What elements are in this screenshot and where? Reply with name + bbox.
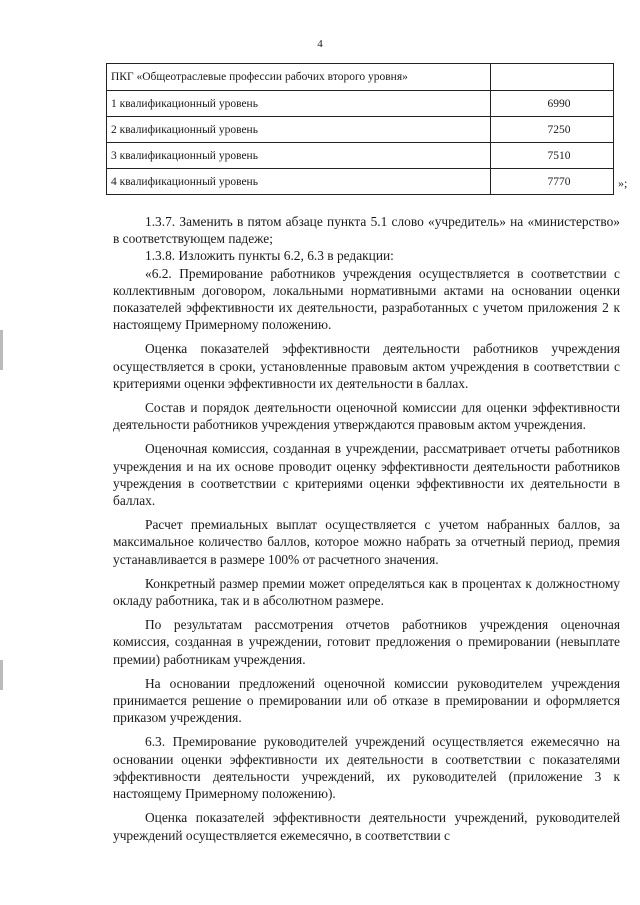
salary-cell: 6990 — [490, 91, 613, 117]
paragraph-bonus-amount: Конкретный размер премии может определяться как в процентах к должностному окладу работника, так и в абсолютном размере. — [113, 575, 620, 609]
level-cell: 3 квалификационный уровень — [107, 143, 491, 169]
paragraph-1-3-7: 1.3.7. Заменить в пятом абзаце пункта 5.1 слово «учредитель» на «министерство» в соответствующем падеже; — [113, 214, 620, 247]
paragraph-director-decision: На основании предложений оценочной комиссии руководителем учреждения принимается решение о премировании или об отказе в премировании и оформляется приказом учреждения. — [113, 675, 620, 726]
page-number: 4 — [317, 38, 323, 50]
table-header-row — [107, 64, 614, 91]
level-cell: 1 квалификационный уровень — [107, 91, 491, 117]
table-row — [107, 117, 614, 143]
paragraph-bonus-calculation: Расчет премиальных выплат осуществляется с учетом набранных баллов, за максимальное количество баллов, которое можно набрать за отчетный период, премия устанавливается в размере 100% от расчетного значения. — [113, 517, 620, 567]
paragraph-6-3: 6.3. Премирование руководителей учреждений осуществляется ежемесячно на основании оценки эффективности их деятельности в соответствии с показателями эффективности деятельности учреждений, их руководителей (приложение 3 к настоящему Примерному положению). — [113, 734, 620, 802]
salary-cell: 7510 — [490, 143, 613, 169]
table-header-cell: ПКГ «Общеотраслевые профессии рабочих второго уровня» — [107, 64, 491, 91]
salary-cell: 7770 — [490, 169, 613, 195]
level-cell: 4 квалификационный уровень — [107, 169, 491, 195]
paragraph-commission-composition: Состав и порядок деятельности оценочной комиссии для оценки эффективности деятельности работников учреждения утверждаются правовым актом учреждения. — [113, 400, 620, 433]
paragraph-assessment: Оценка показателей эффективности деятельности работников учреждения осуществляется в сроки, установленные правовым актом учреждения в соответствии с критериями оценки эффективности их деятельности в баллах. — [113, 341, 620, 391]
paragraph-6-2: «6.2. Премирование работников учреждения осуществляется в соответствии с коллективным договором, локальными нормативными актами на основании оценки показателей эффективности их деятельности, разработанных с учетом приложения 2 к настоящему Примерному положению. — [113, 265, 620, 333]
table-header-value-cell — [490, 64, 613, 91]
salary-cell: 7250 — [490, 117, 613, 143]
table-row — [107, 169, 614, 195]
table-row — [107, 91, 614, 117]
paragraph-assessment-heads: Оценка показателей эффективности деятельности учреждений, руководителей учреждений осуществляется ежемесячно, в соответствии с — [113, 810, 620, 843]
paragraph-commission-review: Оценочная комиссия, созданная в учреждении, рассматривает отчеты работников учреждения и на их основе проводит оценку эффективности деятельности работников учреждения в соответствии с критериями оценки эффективности их деятельности в баллах. — [113, 441, 620, 509]
table-row — [107, 143, 614, 169]
paragraph-1-3-8: 1.3.8. Изложить пункты 6.2, 6.3 в редакции: — [145, 248, 394, 264]
salary-table — [106, 63, 614, 195]
table-closing-quote: »; — [618, 176, 628, 190]
document-body — [113, 213, 620, 844]
paragraph-commission-proposals: По результатам рассмотрения отчетов работников учреждения оценочная комиссия, созданная в учреждении, готовит предложения о премировании (невыплате премии) работникам учреждения. — [113, 617, 620, 667]
scan-edge-mark — [0, 660, 3, 690]
scan-edge-mark — [0, 330, 3, 370]
level-cell: 2 квалификационный уровень — [107, 117, 491, 143]
